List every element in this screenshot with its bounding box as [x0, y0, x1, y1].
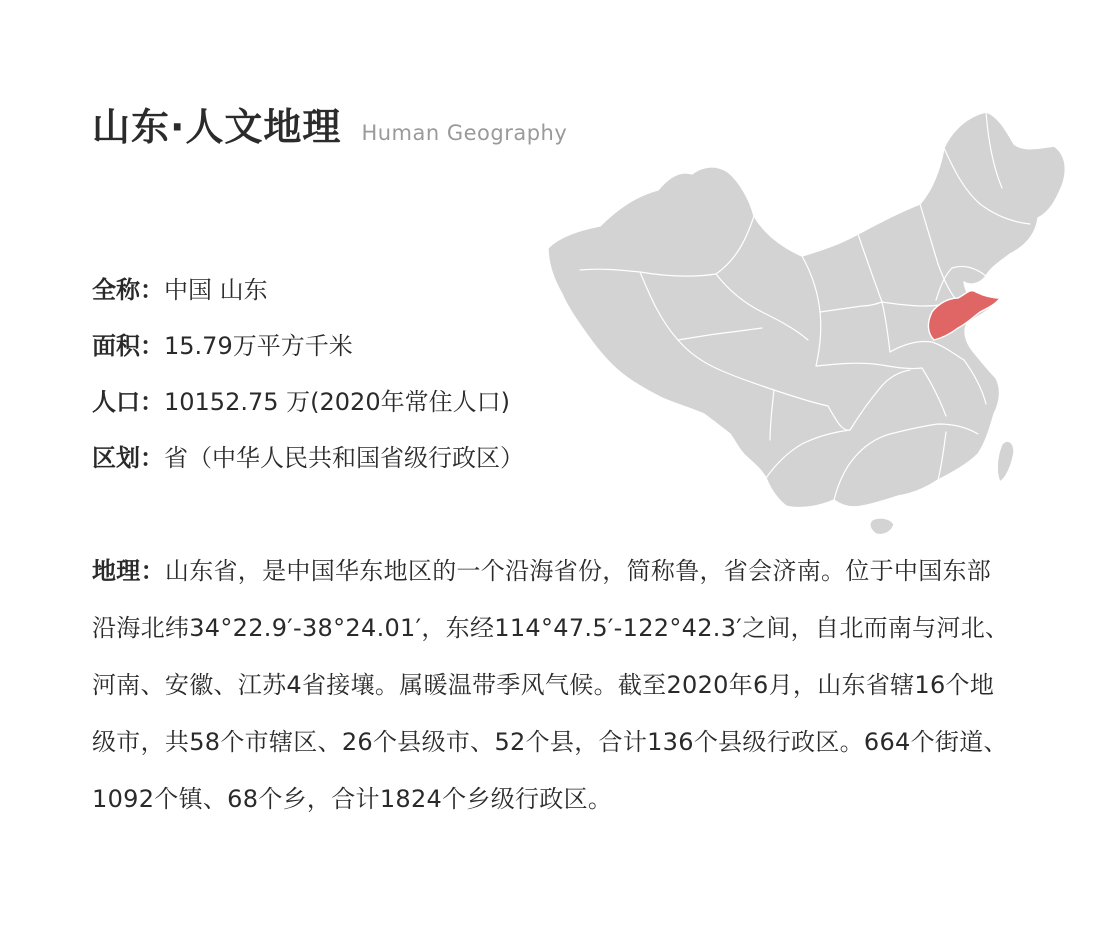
fact-division [92, 430, 562, 486]
fact-value: 省（中华人民共和国省级行政区） [164, 444, 524, 472]
fact-population [92, 374, 562, 430]
fact-area [92, 318, 562, 374]
facts-list [92, 262, 562, 486]
page-header [92, 96, 567, 151]
fact-label: 人口： [92, 388, 164, 416]
page-subtitle: Human Geography [361, 121, 568, 145]
geography-text: 山东省，是中国华东地区的一个沿海省份，简称鲁，省会济南。位于中国东部沿海北纬34°22.9′-38°24.01′，东经114°47.5′-122°42.3′之间，自北而南与河北、河南、安徽、江苏4省接壤。属暖温带季风气候。截至2020年6月，山东省辖16个地级市，共58个市辖区、26个县级市、52个县，合计136个县级行政区。664个街道、1092个镇、68个乡，合计1824个乡级行政区。 [92, 557, 1010, 813]
hainan-island [870, 518, 894, 535]
fact-value: 中国 山东 [164, 276, 268, 304]
china-mainland [548, 112, 1065, 508]
fact-value: 10152.75 万(2020年常住人口) [164, 388, 510, 416]
fact-label: 全称： [92, 276, 164, 304]
fact-label: 面积： [92, 332, 164, 360]
fact-label: 区划： [92, 444, 164, 472]
taiwan-island [997, 441, 1014, 482]
fact-fullname [92, 262, 562, 318]
fact-value: 15.79万平方千米 [164, 332, 353, 360]
china-map [540, 108, 1070, 544]
page-title: 山东·人文地理 [92, 105, 342, 149]
geography-label: 地理： [92, 557, 165, 585]
geography-paragraph [92, 543, 1012, 828]
